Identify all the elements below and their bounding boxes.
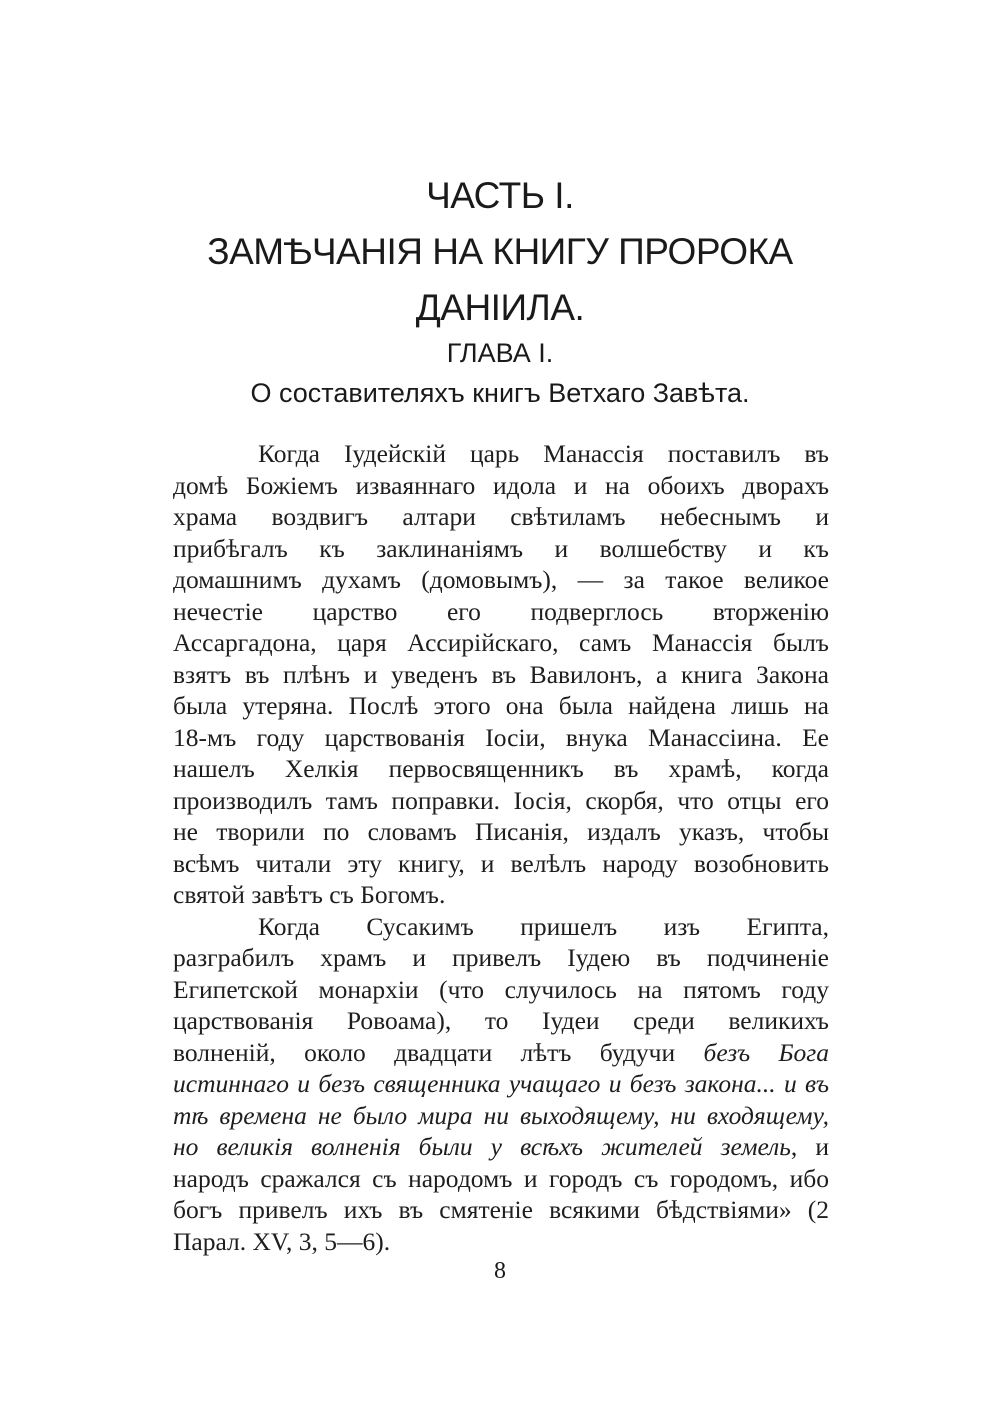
body-text <box>173 438 829 1257</box>
paragraph-line: богъ привелъ ихъ въ смятеніе всякими бѣдствіями» (2 <box>173 1195 829 1224</box>
chapter-heading <box>0 333 1000 413</box>
normal-text: , и <box>790 1132 830 1161</box>
paragraph-line: царствованія Ровоама), то Iудеи среди великихъ <box>173 1006 829 1035</box>
paragraph-line <box>173 1037 829 1069</box>
paragraph-line: 18-мъ году царствованія Iосіи, внука Манассіина. Ее <box>173 722 829 752</box>
paragraph-line: Когда Iудейскій царь Манассія поставилъ въ <box>258 439 829 468</box>
page-number: 8 <box>494 1258 506 1284</box>
part-title <box>0 168 1000 336</box>
paragraph-line: прибѣгалъ къ заклинаніямъ и волшебству и къ <box>173 533 829 563</box>
part-title-line-3: ДАНIИЛА. <box>415 287 585 328</box>
paragraph-line: Ассаргадона, царя Ассирійскаго, самъ Манассія былъ <box>173 628 829 657</box>
paragraph-line: Парал. XV, 3, 5—6). <box>173 1226 391 1256</box>
quote-text: но великія волненія были у всѣхъ жителей земель <box>173 1132 791 1161</box>
quote-text: безъ Бога <box>703 1037 829 1067</box>
paragraph-line: домашнимъ духамъ (домовымъ), — за такое великое <box>173 565 829 594</box>
part-title-line-2: ЗАМѢЧАНІЯ НА КНИГУ ПРОРОКА <box>207 231 793 272</box>
paragraph-line: не творили по словамъ Писанія, издалъ указъ, чтобы <box>173 817 829 846</box>
paragraph-line: домѣ Божіемъ изваяннаго идола и на обоихъ дворахъ <box>173 470 829 500</box>
paragraph-line: всѣмъ читали эту книгу, и велѣлъ народу возобновить <box>173 848 829 878</box>
paragraph-line: разграбилъ храмъ и привелъ Iудею въ подчиненіе <box>173 943 829 972</box>
quote-line: истиннаго и безъ священника учащаго и безъ закона... и въ <box>173 1069 829 1098</box>
paragraph-line <box>173 1131 829 1163</box>
chapter-title: О составителяхъ книгъ Ветхаго Завѣта. <box>250 378 750 408</box>
quote-line: тѣ времена не было мира ни выходящему, ни входящему, <box>173 1100 829 1130</box>
part-title-line-1: ЧАСТЬ I. <box>426 175 574 216</box>
normal-text: волненій, около двадцати лѣтъ будучи <box>173 1037 704 1067</box>
paragraph-line: нечестіе царство его подверглось вторженію <box>173 596 829 626</box>
paragraph-line: производилъ тамъ поправки. Iосія, скорбя, что отцы его <box>173 785 829 815</box>
paragraph-line: храма воздвигъ алтари свѣтиламъ небеснымъ и <box>173 502 829 531</box>
paragraph-line: взятъ въ плѣнъ и уведенъ въ Вавилонъ, а книга Закона <box>173 659 829 689</box>
paragraph-line: была утеряна. Послѣ этого она была найдена лишь на <box>173 691 829 720</box>
chapter-number: ГЛАВА I. <box>446 338 554 368</box>
paragraph-line: Когда Сусакимъ пришелъ изъ Египта, <box>258 911 829 941</box>
paragraph-line: нашелъ Хелкія первосвященникъ въ храмѣ, когда <box>173 754 829 783</box>
paragraph-line: Египетской монархіи (что случилось на пятомъ году <box>173 974 829 1004</box>
paragraph-line: святой завѣтъ съ Богомъ. <box>173 880 446 909</box>
paragraph-line: народъ сражался съ народомъ и городъ съ городомъ, ибо <box>173 1163 829 1193</box>
